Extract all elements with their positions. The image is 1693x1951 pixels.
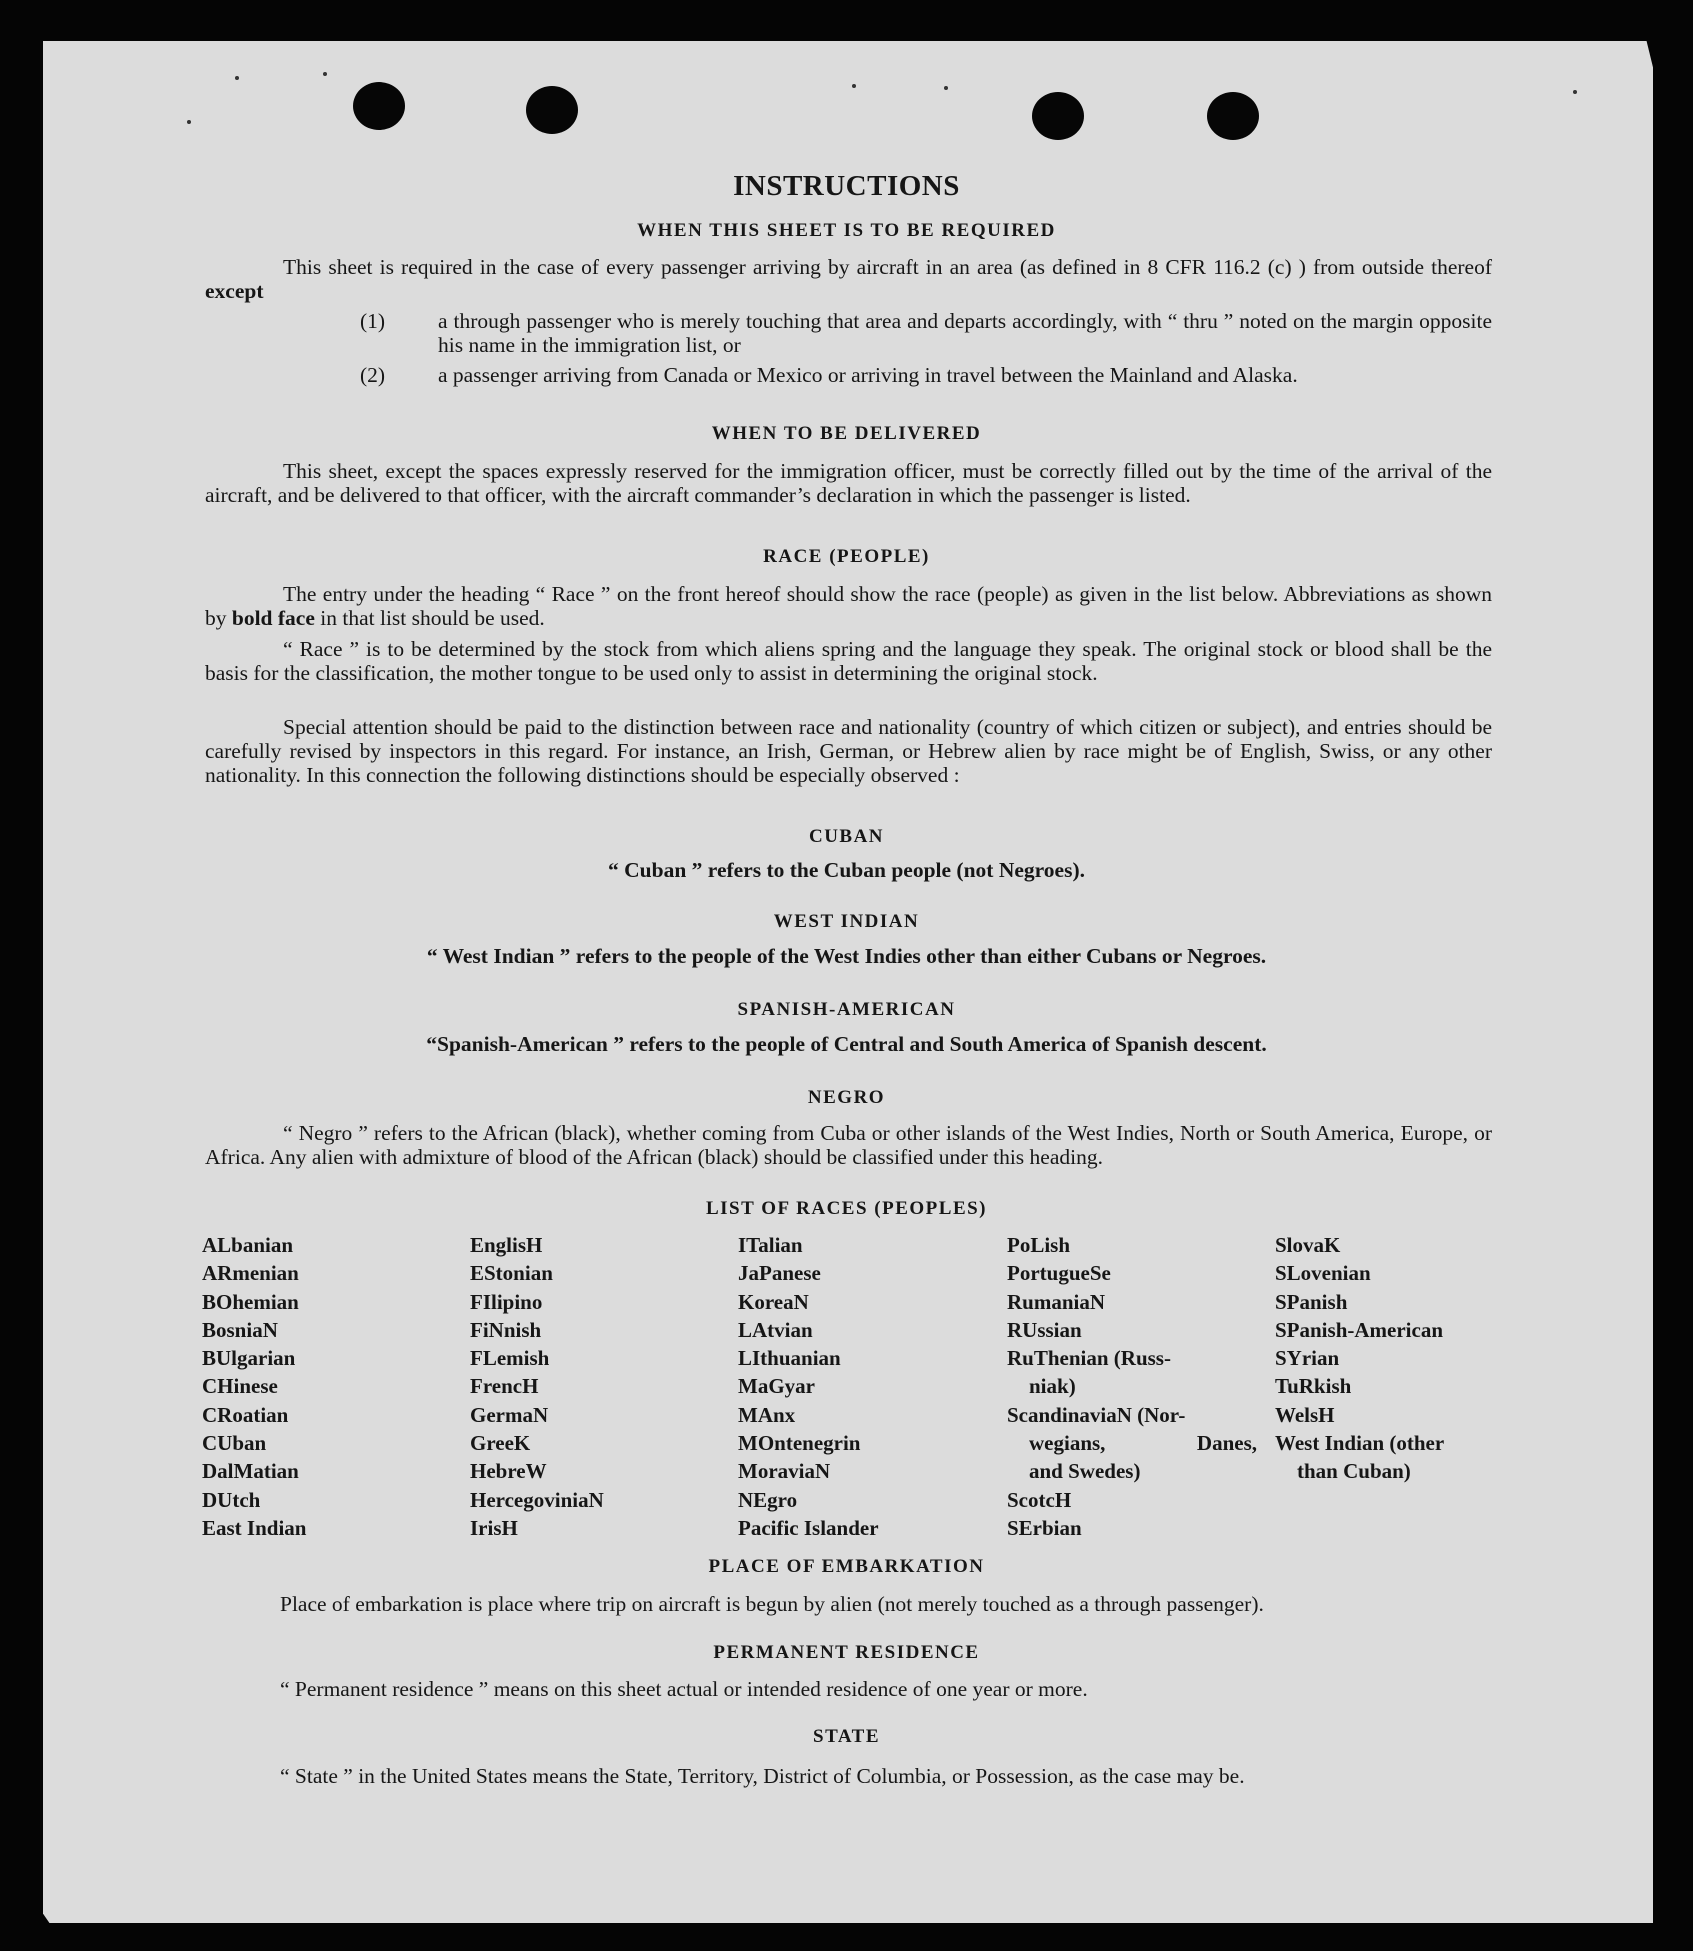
race-item: SErbian (1007, 1515, 1082, 1540)
race-item: SPanish (1275, 1289, 1348, 1314)
race-paragraph-2 (205, 637, 1492, 685)
race-item: MoraviaN (738, 1459, 831, 1484)
heading-list-of-races: LIST OF RACES (PEOPLES) (705, 1198, 988, 1219)
heading-west-indian: WEST INDIAN (773, 911, 920, 932)
race-item: BosniaN (202, 1317, 278, 1342)
race-item: ScotcH (1007, 1487, 1072, 1512)
races-column-1 (202, 1231, 472, 1542)
race-item: SPanish-American (1275, 1317, 1443, 1342)
punch-hole (526, 86, 578, 134)
race-paragraph-3 (205, 715, 1492, 787)
races-column-4 (1007, 1231, 1277, 1542)
race-item: East Indian (202, 1515, 307, 1540)
state-paragraph (202, 1761, 1492, 1791)
race-item: MOntenegrin (738, 1431, 861, 1456)
race-text-1a: The entry under the heading “ Race ” on the front hereof should show the race (people) as given in the list below. Abbreviations as shown by (205, 582, 1492, 630)
delivered-text: This sheet, except the spaces expressly reserved for the immigration officer, must be correctly filled out by the time of the arrival of the aircraft, and be delivered to that officer, with the aircraft commander’s declaration in which the passenger is listed. (205, 459, 1492, 507)
race-item: TuRkish (1275, 1374, 1352, 1399)
punch-hole (353, 82, 405, 130)
negro-paragraph (205, 1121, 1492, 1169)
heading-cuban: CUBAN (808, 826, 885, 847)
race-item: WelsH (1275, 1402, 1335, 1427)
speck (1573, 90, 1577, 94)
race-item: IrisH (470, 1515, 518, 1540)
exception-text: a passenger arriving from Canada or Mexico or arriving in travel between the Mainland and Alaska. (438, 363, 1298, 387)
speck (944, 86, 948, 90)
race-item: CHinese (202, 1374, 278, 1399)
race-item: SLovenian (1275, 1261, 1371, 1286)
races-column-3 (738, 1231, 1008, 1542)
race-text-2: “ Race ” is to be determined by the stock from which aliens spring and the language they speak. The original stock or blood shall be the basis for the classification, the mother tongue to be used only to assist in determining the original stock. (205, 637, 1492, 685)
required-paragraph (205, 255, 1492, 303)
race-item: FrencH (470, 1374, 539, 1399)
heading-when-required: WHEN THIS SHEET IS TO BE REQUIRED (637, 220, 1056, 241)
race-item: CRoatian (202, 1402, 289, 1427)
race-item: EStonian (470, 1261, 553, 1286)
race-item: LIthuanian (738, 1346, 841, 1371)
heading-permanent-residence: PERMANENT RESIDENCE (713, 1642, 980, 1663)
race-item: HercegoviniaN (470, 1487, 604, 1512)
race-item: PortugueSe (1007, 1261, 1111, 1286)
delivered-paragraph (205, 459, 1492, 507)
required-except: except (205, 279, 264, 303)
spanish-american-text: “Spanish-American ” refers to the people of Central and South America of Spanish descent. (426, 1032, 1267, 1056)
speck (852, 84, 856, 88)
cuban-text: “ Cuban ” refers to the Cuban people (not Negroes). (608, 858, 1085, 882)
heading-race: RACE (PEOPLE) (763, 546, 930, 567)
punch-hole (1032, 92, 1084, 140)
race-text-3: Special attention should be paid to the distinction between race and nationality (country of which citizen or subject), and entries should be carefully revised by inspectors in this regard. For instance, an Irish, German, or Hebrew alien by race might be of English, Swiss, or any other nationality. In this connection the following distinctions should be especially observed : (205, 715, 1492, 787)
race-item: FLemish (470, 1346, 550, 1371)
race-item-continued (1007, 1429, 1257, 1457)
west-indian-text: “ West Indian ” refers to the people of the West Indies other than either Cubans or Negroes. (426, 944, 1267, 968)
heading-place-of-embarkation: PLACE OF EMBARKATION (708, 1556, 985, 1577)
race-item-word: wegians, (1029, 1431, 1106, 1456)
race-item: DUtch (202, 1487, 261, 1512)
embarkation-paragraph (202, 1590, 1492, 1619)
heading-negro: NEGRO (807, 1087, 886, 1108)
heading-spanish-american: SPANISH-AMERICAN (737, 999, 956, 1020)
speck (235, 76, 239, 80)
heading-when-delivered: WHEN TO BE DELIVERED (711, 423, 982, 444)
required-text: This sheet is required in the case of every passenger arriving by aircraft in an area (as defined in 8 CFR 116.2 (c) ) from outside thereof (283, 255, 1492, 279)
race-item: ITalian (738, 1233, 803, 1257)
race-item: NEgro (738, 1487, 798, 1512)
race-item: GreeK (470, 1431, 531, 1456)
race-item: FIlipino (470, 1289, 543, 1314)
race-paragraph-1 (205, 582, 1492, 630)
race-item: PoLish (1007, 1233, 1071, 1257)
races-column-5 (1275, 1231, 1545, 1486)
negro-text: “ Negro ” refers to the African (black), whether coming from Cuba or other islands of the West Indies, North or South America, Europe, or Africa. Any alien with admixture of blood of the African (black) should be classified under this heading. (205, 1121, 1492, 1169)
race-item: BOhemian (202, 1289, 299, 1314)
speck (187, 120, 191, 124)
race-item: West Indian (other (1275, 1431, 1445, 1456)
residence-text: “ Permanent residence ” means on this sheet actual or intended residence of one year or more. (280, 1677, 1088, 1701)
race-text-bold: bold face (231, 606, 315, 630)
exception-number: (1) (360, 309, 386, 333)
race-item-continued: niak) (1029, 1374, 1076, 1399)
race-item-continued: than Cuban) (1297, 1459, 1411, 1484)
race-item: SlovaK (1275, 1233, 1341, 1257)
heading-state: STATE (813, 1726, 880, 1747)
race-item: RuThenian (Russ- (1007, 1346, 1171, 1371)
race-item: MAnx (738, 1402, 796, 1427)
race-item: EnglisH (470, 1233, 543, 1257)
race-item-word: Danes, (1196, 1431, 1257, 1456)
race-item-continued: and Swedes) (1029, 1459, 1141, 1484)
race-item: LAtvian (738, 1317, 813, 1342)
race-text-1b: in that list should be used. (320, 606, 545, 630)
race-item: RUssian (1007, 1317, 1082, 1342)
race-item: ARmenian (202, 1261, 299, 1286)
race-item: FiNnish (470, 1317, 542, 1342)
speck (323, 72, 327, 76)
race-item: RumaniaN (1007, 1289, 1106, 1314)
punch-hole (1207, 92, 1259, 140)
exception-number: (2) (360, 363, 386, 387)
state-text: “ State ” in the United States means the State, Territory, District of Columbia, or Possession, as the case may be. (280, 1764, 1245, 1788)
race-item: JaPanese (738, 1261, 821, 1286)
race-item: HebreW (470, 1459, 547, 1484)
race-item: DalMatian (202, 1459, 299, 1484)
race-item: SYrian (1275, 1346, 1340, 1371)
race-item: CUban (202, 1431, 267, 1456)
race-item: BUlgarian (202, 1346, 296, 1371)
page-title: INSTRUCTIONS (733, 170, 960, 202)
race-item: Pacific Islander (738, 1515, 879, 1540)
race-item: ALbanian (202, 1233, 294, 1257)
race-item: ScandinaviaN (Nor- (1007, 1402, 1186, 1427)
race-item: GermaN (470, 1402, 549, 1427)
exception-text: a through passenger who is merely touching that area and departs accordingly, with “ thru ” noted on the margin opposite his name in the immigration list, or (438, 309, 1492, 357)
race-item: KoreaN (738, 1289, 809, 1314)
race-item: MaGyar (738, 1374, 815, 1399)
embarkation-text: Place of embarkation is place where trip on aircraft is begun by alien (not merely touched as a through passenger). (280, 1592, 1264, 1616)
races-column-2 (470, 1231, 740, 1542)
residence-paragraph (202, 1677, 1492, 1701)
